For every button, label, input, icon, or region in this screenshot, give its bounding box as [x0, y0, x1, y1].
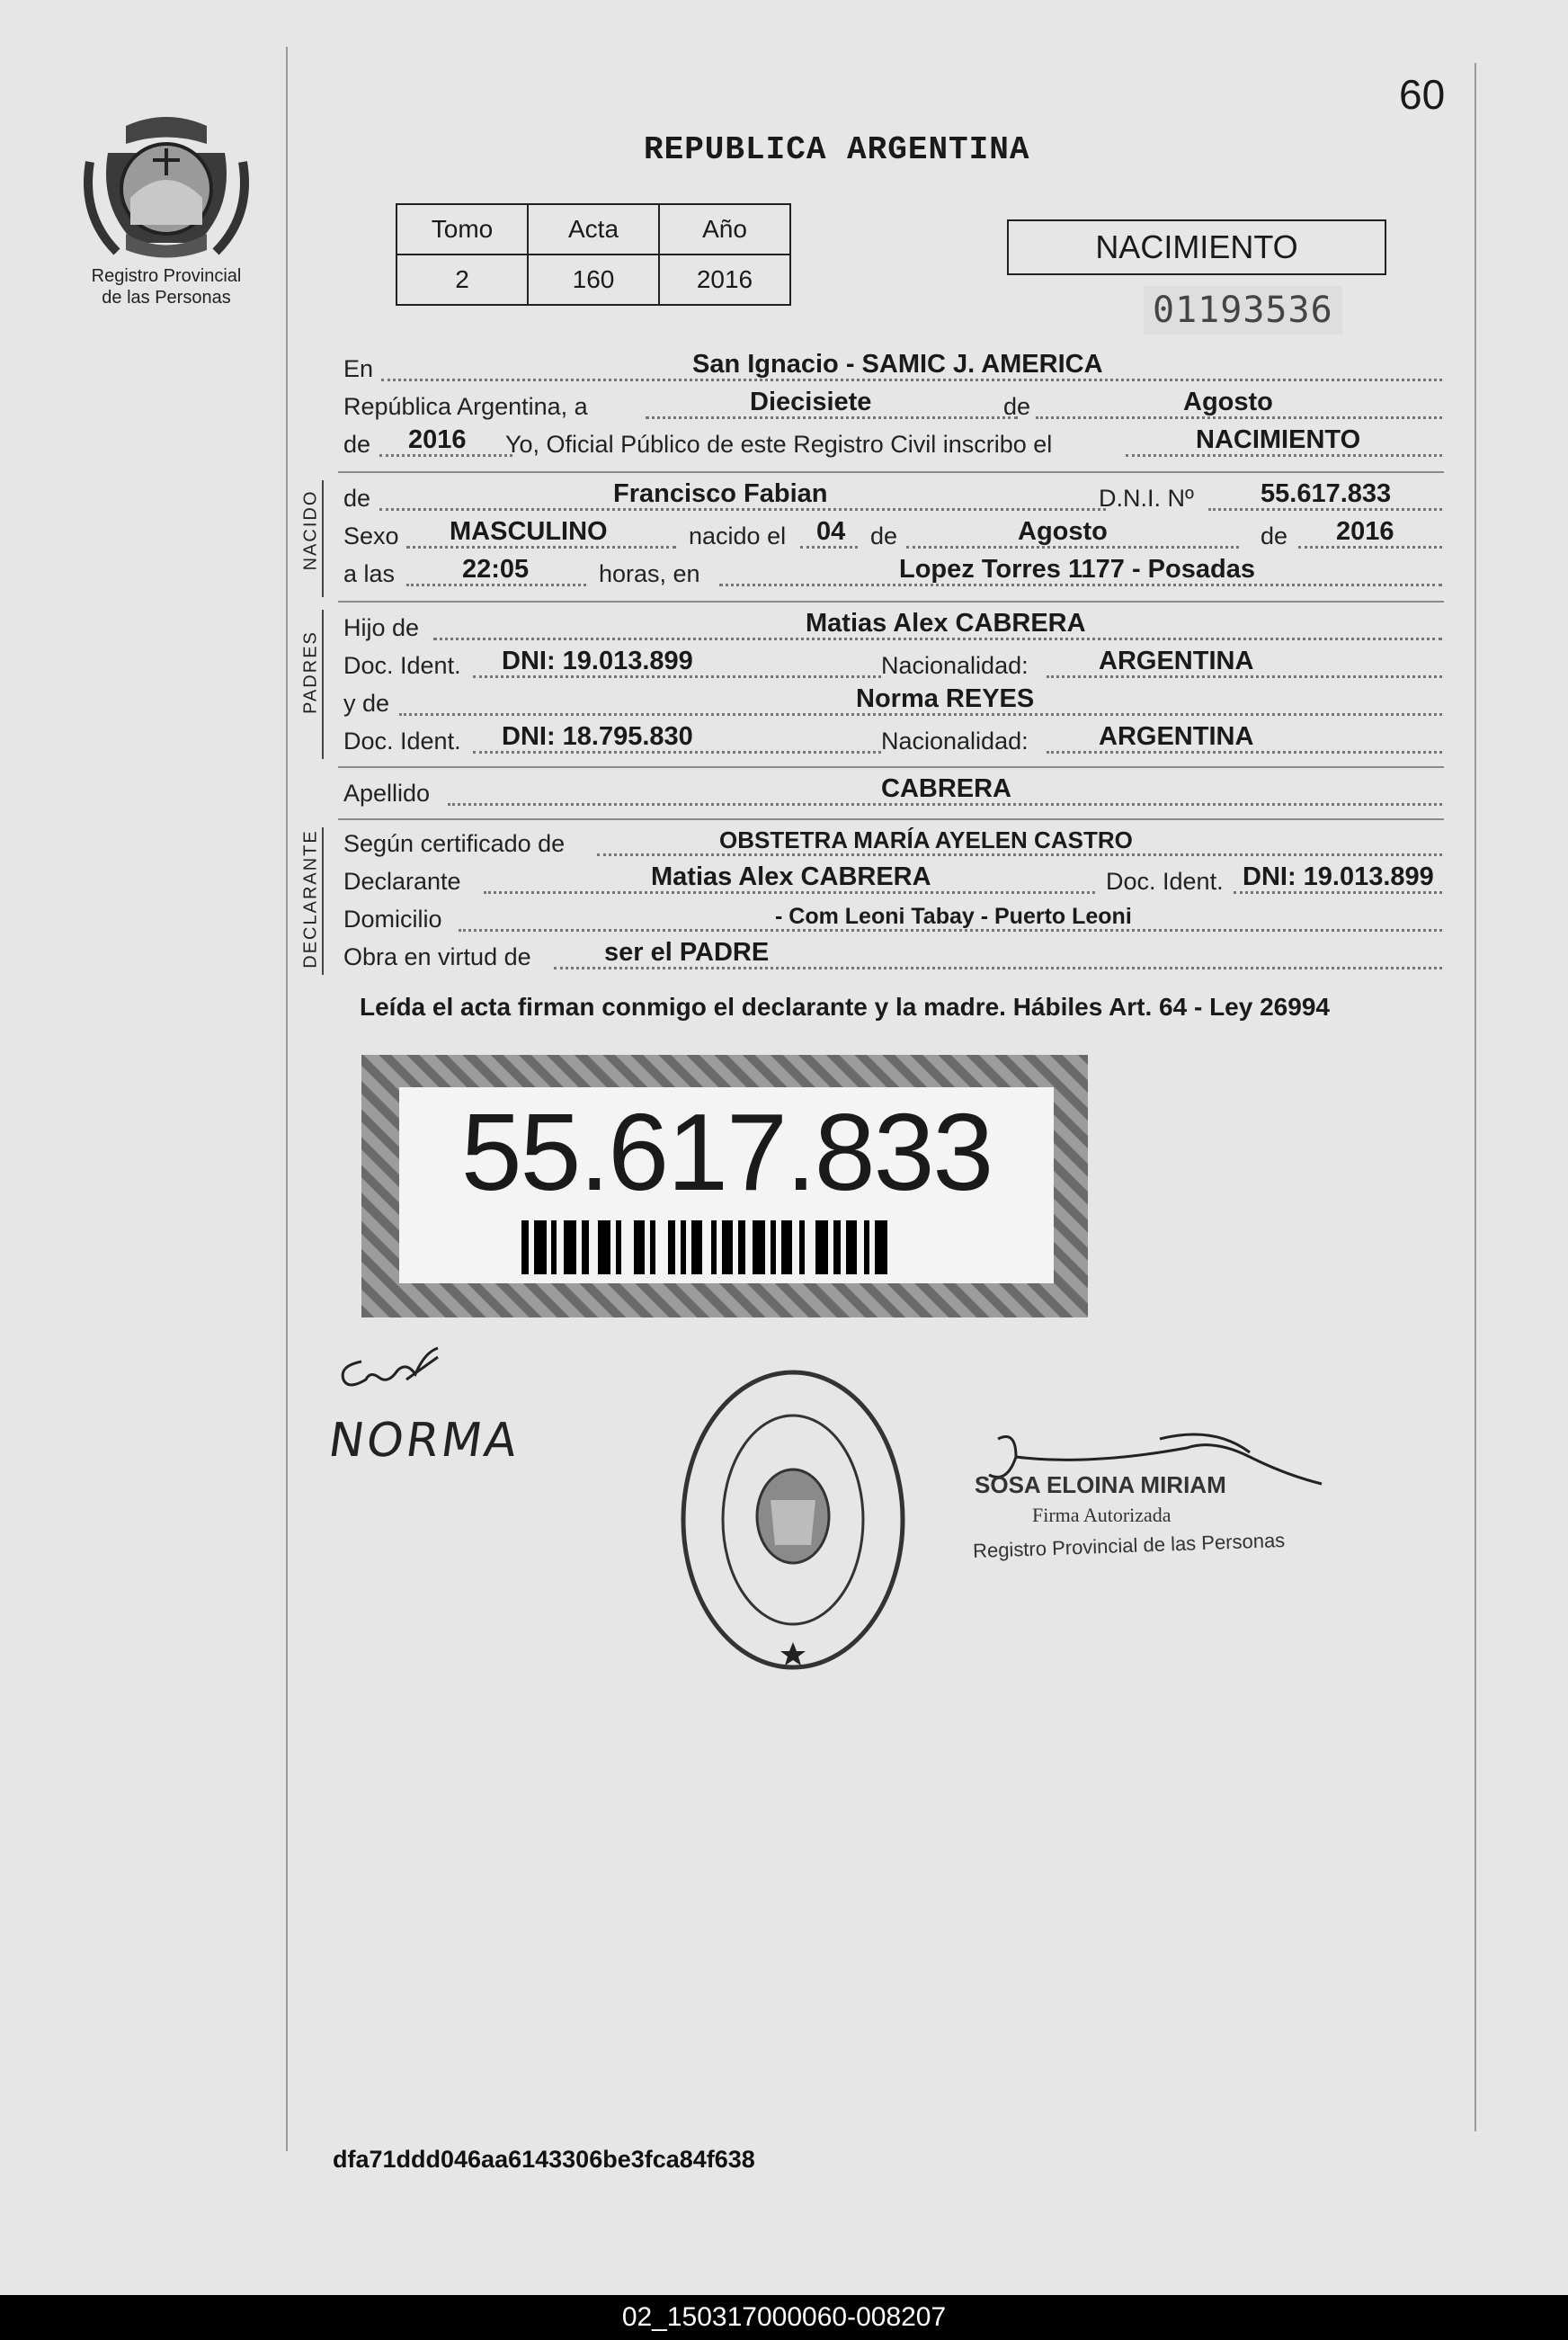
value-birth-time: 22:05: [462, 555, 530, 584]
value-year: 2016: [408, 425, 467, 454]
label-nacido-el: nacido el: [689, 522, 787, 549]
label-y-de: y de: [343, 690, 390, 717]
registry-seal-icon: [676, 1365, 910, 1675]
label-horas-en: horas, en: [599, 560, 700, 587]
row-mother: [343, 685, 1442, 721]
table-header-cell: Año: [659, 204, 790, 255]
label-de: de: [870, 522, 898, 549]
label-dni: D.N.I. Nº: [1099, 485, 1194, 512]
record-table-row: [396, 255, 790, 305]
value-act: NACIMIENTO: [1196, 425, 1361, 454]
value-domicile: - Com Leoni Tabay - Puerto Leoni: [775, 904, 1132, 929]
value-sex: MASCULINO: [450, 517, 608, 546]
barcode-icon: [521, 1220, 931, 1274]
value-declarant-doc: DNI: 19.013.899: [1243, 862, 1434, 891]
registry-seal: [676, 1365, 910, 1675]
signature-scribble-icon: [334, 1344, 451, 1398]
official-org: Registro Provincial de las Personas: [972, 1528, 1286, 1563]
province-seal-icon: [63, 99, 270, 261]
label-hijo-de: Hijo de: [343, 614, 420, 641]
label-apellido: Apellido: [343, 780, 431, 807]
right-margin-line: [1474, 63, 1476, 2131]
document-hash: dfa71ddd046aa6143306be3fca84f638: [333, 2146, 755, 2173]
label-sexo: Sexo: [343, 522, 399, 549]
value-mother-name: Norma REYES: [856, 684, 1035, 713]
label-nacionalidad: Nacionalidad:: [881, 652, 1029, 679]
label-republica: República Argentina, a: [343, 393, 588, 420]
row-domicile: [343, 901, 1442, 937]
value-father-name: Matias Alex CABRERA: [806, 609, 1086, 638]
label-a-las: a las: [343, 560, 396, 587]
section-bracket: [322, 827, 324, 975]
row-surname: [343, 775, 1442, 811]
value-child-dni: 55.617.833: [1261, 479, 1392, 508]
label-obra-en-virtud: Obra en virtud de: [343, 943, 531, 970]
value-child-name: Francisco Fabian: [613, 479, 828, 508]
label-doc-ident: Doc. Ident.: [343, 728, 461, 755]
value-day: Diecisiete: [750, 388, 872, 416]
value-birth-year: 2016: [1336, 517, 1394, 546]
dni-sticker: [361, 1055, 1088, 1317]
official-name: SOSA ELOINA MIRIAM: [975, 1471, 1226, 1498]
section-label-nacido: NACIDO: [300, 489, 321, 571]
value-obra: ser el PADRE: [604, 938, 770, 967]
dni-sticker-number: 55.617.833: [460, 1091, 993, 1213]
label-de: de: [1261, 522, 1288, 549]
row-date: [343, 389, 1442, 424]
value-birth-month: Agosto: [1018, 517, 1108, 546]
label-de: de: [1003, 393, 1031, 420]
table-cell: 2: [396, 255, 528, 305]
label-nacionalidad: Nacionalidad:: [881, 728, 1029, 755]
section-divider: [338, 601, 1444, 603]
value-month: Agosto: [1183, 388, 1273, 416]
value-place: San Ignacio - SAMIC J. AMERICA: [692, 350, 1103, 379]
row-sex-date: [343, 518, 1442, 554]
row-obra: [343, 939, 1442, 975]
row-year: [343, 426, 1442, 462]
label-de: de: [343, 431, 371, 458]
row-en: [343, 351, 1442, 387]
record-table: [396, 203, 791, 306]
label-segun-certificado: Según certificado de: [343, 830, 566, 857]
value-surname: CABRERA: [881, 774, 1011, 803]
dni-sticker-inner: [399, 1087, 1054, 1283]
value-birth-place: Lopez Torres 1177 - Posadas: [899, 555, 1255, 584]
table-cell: 2016: [659, 255, 790, 305]
value-certificate: OBSTETRA MARÍA AYELEN CASTRO: [719, 826, 1133, 853]
label-official: Yo, Oficial Público de este Registro Civil inscribo el: [505, 431, 1053, 458]
row-time-place: [343, 556, 1442, 592]
logo-caption-line2: de las Personas: [102, 288, 231, 308]
province-logo: [63, 99, 270, 315]
document-type-box: NACIMIENTO: [1007, 219, 1386, 275]
label-domicilio: Domicilio: [343, 906, 442, 933]
official-role: Firma Autorizada: [1032, 1504, 1172, 1526]
row-father-doc: [343, 648, 1442, 683]
value-birth-day: 04: [816, 517, 846, 546]
label-en: En: [343, 355, 374, 382]
table-header-cell: Tomo: [396, 204, 528, 255]
page-title: REPUBLICA ARGENTINA: [644, 131, 1030, 168]
label-doc-ident: Doc. Ident.: [1106, 868, 1224, 895]
value-father-doc: DNI: 19.013.899: [502, 647, 693, 675]
footer-bar: 02_150317000060-008207: [0, 2295, 1568, 2340]
page-number: 60: [1399, 71, 1446, 118]
value-mother-nationality: ARGENTINA: [1099, 722, 1254, 751]
section-divider: [338, 471, 1444, 473]
label-de: de: [343, 485, 371, 512]
section-label-padres: PADRES: [300, 630, 321, 714]
section-bracket: [322, 610, 324, 759]
table-header-cell: Acta: [528, 204, 659, 255]
left-margin-line: [286, 47, 288, 2151]
label-declarante: Declarante: [343, 868, 461, 895]
row-declarant: [343, 863, 1442, 899]
value-declarant-name: Matias Alex CABRERA: [651, 862, 931, 891]
row-mother-doc: [343, 723, 1442, 759]
section-divider: [338, 818, 1444, 820]
record-table-header: [396, 204, 790, 255]
section-label-declarante: DECLARANTE: [300, 829, 321, 969]
section-divider: [338, 766, 1444, 768]
row-name: [343, 480, 1442, 516]
value-father-nationality: ARGENTINA: [1099, 647, 1254, 675]
section-bracket: [322, 480, 324, 597]
row-father: [343, 610, 1442, 646]
serial-number: 01193536: [1144, 286, 1342, 335]
logo-caption-line1: Registro Provincial: [91, 266, 242, 286]
signature-name: NORMA: [325, 1414, 523, 1468]
label-doc-ident: Doc. Ident.: [343, 652, 461, 679]
value-mother-doc: DNI: 18.795.830: [502, 722, 693, 751]
legal-text: Leída el acta firman conmigo el declarante y la madre. Hábiles Art. 64 - Ley 26994: [360, 993, 1330, 1021]
table-cell: 160: [528, 255, 659, 305]
row-certificate: [343, 826, 1442, 862]
